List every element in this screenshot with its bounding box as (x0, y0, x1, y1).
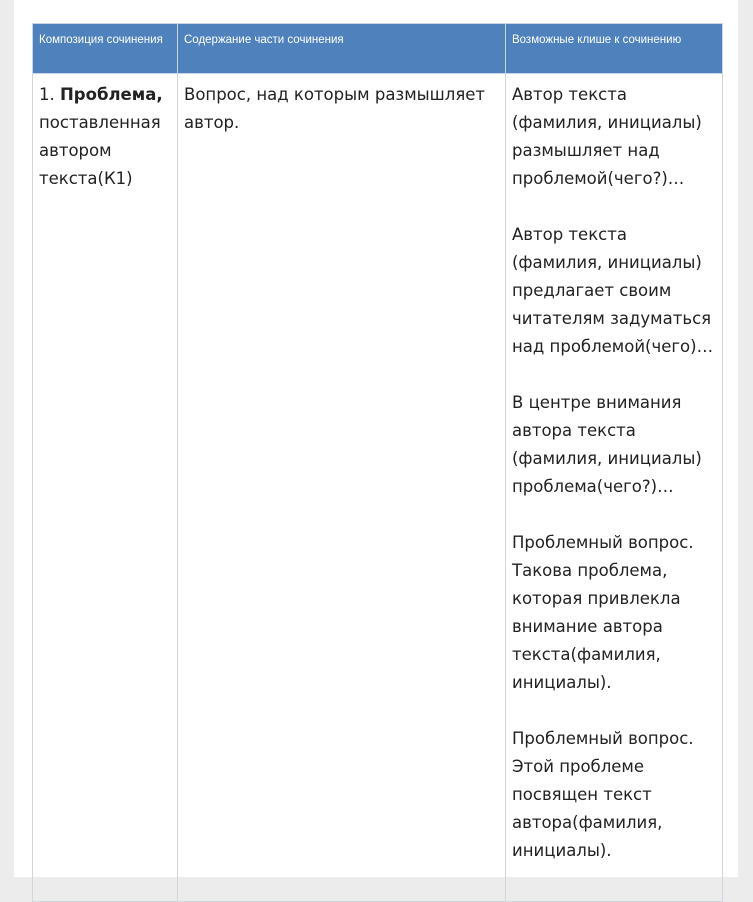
cell-cliches (506, 74, 723, 902)
cliche-item: В центре внимания автора текста (фамилия, инициалы) проблема(чего?)… (512, 393, 702, 496)
cell-composition (33, 74, 178, 902)
header-content: Содержание части сочинения (178, 24, 506, 74)
cliche-item: Автор текста (фамилия, инициалы) предлагает своим читателям задуматься над проблемой(чего)… (512, 225, 714, 356)
table-row (33, 74, 723, 902)
essay-structure-table (32, 23, 723, 902)
cell-content (178, 74, 506, 902)
header-composition: Композиция сочинения (33, 24, 178, 74)
cliche-item: Проблемный вопрос. Такова проблема, которая привлекла внимание автора текста(фамилия, инициалы). (512, 533, 694, 692)
composition-title: Проблема, (60, 85, 163, 104)
composition-description: поставленная автором текста(К1) (39, 113, 161, 188)
page (14, 0, 738, 877)
composition-number: 1. (39, 85, 60, 104)
table-header-row (33, 24, 723, 74)
content-text: Вопрос, над которым размышляет автор. (184, 85, 486, 132)
cliche-item: Проблемный вопрос. Этой проблеме посвящен текст автора(фамилия, инициалы). (512, 729, 694, 860)
cliche-item: Автор текста (фамилия, инициалы) размышляет над проблемой(чего?)… (512, 85, 702, 188)
header-cliches: Возможные клише к сочинению (506, 24, 723, 74)
